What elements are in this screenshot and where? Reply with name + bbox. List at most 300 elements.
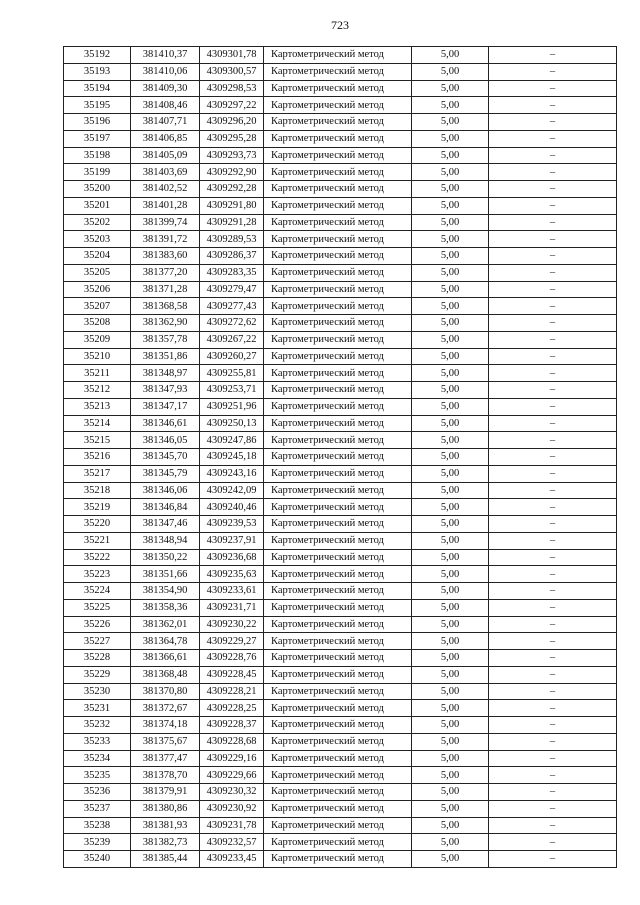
y-coordinate-cell: 4309247,86	[200, 432, 264, 449]
point-number-cell: 35193	[64, 63, 131, 80]
x-coordinate-cell: 381345,70	[131, 449, 200, 466]
x-coordinate-cell: 381364,78	[131, 633, 200, 650]
accuracy-cell: 5,00	[412, 633, 489, 650]
y-coordinate-cell: 4309230,32	[200, 784, 264, 801]
method-cell: Картометрический метод	[264, 650, 412, 667]
method-cell: Картометрический метод	[264, 114, 412, 131]
method-cell: Картометрический метод	[264, 147, 412, 164]
accuracy-cell: 5,00	[412, 47, 489, 64]
point-number-cell: 35233	[64, 733, 131, 750]
point-number-cell: 35203	[64, 231, 131, 248]
y-coordinate-cell: 4309232,57	[200, 834, 264, 851]
table-row	[64, 398, 617, 415]
x-coordinate-cell: 381374,18	[131, 717, 200, 734]
table-row	[64, 432, 617, 449]
description-cell: –	[489, 750, 617, 767]
y-coordinate-cell: 4309237,91	[200, 532, 264, 549]
accuracy-cell: 5,00	[412, 197, 489, 214]
description-cell: –	[489, 566, 617, 583]
y-coordinate-cell: 4309260,27	[200, 348, 264, 365]
description-cell: –	[489, 583, 617, 600]
x-coordinate-cell: 381403,69	[131, 164, 200, 181]
x-coordinate-cell: 381377,20	[131, 264, 200, 281]
x-coordinate-cell: 381406,85	[131, 130, 200, 147]
table-row	[64, 281, 617, 298]
point-number-cell: 35219	[64, 499, 131, 516]
method-cell: Картометрический метод	[264, 532, 412, 549]
y-coordinate-cell: 4309289,53	[200, 231, 264, 248]
method-cell: Картометрический метод	[264, 348, 412, 365]
point-number-cell: 35206	[64, 281, 131, 298]
method-cell: Картометрический метод	[264, 449, 412, 466]
method-cell: Картометрический метод	[264, 700, 412, 717]
table-row	[64, 214, 617, 231]
y-coordinate-cell: 4309279,47	[200, 281, 264, 298]
accuracy-cell: 5,00	[412, 733, 489, 750]
accuracy-cell: 5,00	[412, 147, 489, 164]
x-coordinate-cell: 381347,93	[131, 382, 200, 399]
y-coordinate-cell: 4309292,90	[200, 164, 264, 181]
x-coordinate-cell: 381366,61	[131, 650, 200, 667]
x-coordinate-cell: 381370,80	[131, 683, 200, 700]
method-cell: Картометрический метод	[264, 566, 412, 583]
table-row	[64, 181, 617, 198]
point-number-cell: 35235	[64, 767, 131, 784]
table-row	[64, 114, 617, 131]
x-coordinate-cell: 381362,01	[131, 616, 200, 633]
x-coordinate-cell: 381381,93	[131, 817, 200, 834]
table-row	[64, 449, 617, 466]
point-number-cell: 35195	[64, 97, 131, 114]
accuracy-cell: 5,00	[412, 566, 489, 583]
y-coordinate-cell: 4309242,09	[200, 482, 264, 499]
point-number-cell: 35208	[64, 315, 131, 332]
method-cell: Картометрический метод	[264, 482, 412, 499]
table-row	[64, 633, 617, 650]
x-coordinate-cell: 381371,28	[131, 281, 200, 298]
x-coordinate-cell: 381368,58	[131, 298, 200, 315]
y-coordinate-cell: 4309297,22	[200, 97, 264, 114]
description-cell: –	[489, 298, 617, 315]
point-number-cell: 35201	[64, 197, 131, 214]
x-coordinate-cell: 381348,97	[131, 365, 200, 382]
y-coordinate-cell: 4309230,92	[200, 800, 264, 817]
description-cell: –	[489, 80, 617, 97]
point-number-cell: 35192	[64, 47, 131, 64]
accuracy-cell: 5,00	[412, 382, 489, 399]
point-number-cell: 35225	[64, 599, 131, 616]
point-number-cell: 35221	[64, 532, 131, 549]
point-number-cell: 35196	[64, 114, 131, 131]
description-cell: –	[489, 248, 617, 265]
method-cell: Картометрический метод	[264, 516, 412, 533]
table-row	[64, 465, 617, 482]
x-coordinate-cell: 381399,74	[131, 214, 200, 231]
description-cell: –	[489, 767, 617, 784]
y-coordinate-cell: 4309231,78	[200, 817, 264, 834]
table-row	[64, 331, 617, 348]
accuracy-cell: 5,00	[412, 281, 489, 298]
point-number-cell: 35229	[64, 666, 131, 683]
table-row	[64, 767, 617, 784]
table-row	[64, 382, 617, 399]
y-coordinate-cell: 4309228,21	[200, 683, 264, 700]
accuracy-cell: 5,00	[412, 817, 489, 834]
accuracy-cell: 5,00	[412, 851, 489, 868]
accuracy-cell: 5,00	[412, 549, 489, 566]
description-cell: –	[489, 482, 617, 499]
x-coordinate-cell: 381346,06	[131, 482, 200, 499]
x-coordinate-cell: 381385,44	[131, 851, 200, 868]
accuracy-cell: 5,00	[412, 683, 489, 700]
table-row	[64, 566, 617, 583]
point-number-cell: 35205	[64, 264, 131, 281]
x-coordinate-cell: 381379,91	[131, 784, 200, 801]
method-cell: Картометрический метод	[264, 432, 412, 449]
accuracy-cell: 5,00	[412, 63, 489, 80]
x-coordinate-cell: 381357,78	[131, 331, 200, 348]
x-coordinate-cell: 381383,60	[131, 248, 200, 265]
method-cell: Картометрический метод	[264, 851, 412, 868]
x-coordinate-cell: 381345,79	[131, 465, 200, 482]
method-cell: Картометрический метод	[264, 499, 412, 516]
accuracy-cell: 5,00	[412, 834, 489, 851]
method-cell: Картометрический метод	[264, 47, 412, 64]
description-cell: –	[489, 181, 617, 198]
description-cell: –	[489, 532, 617, 549]
method-cell: Картометрический метод	[264, 331, 412, 348]
accuracy-cell: 5,00	[412, 365, 489, 382]
point-number-cell: 35239	[64, 834, 131, 851]
y-coordinate-cell: 4309228,45	[200, 666, 264, 683]
method-cell: Картометрический метод	[264, 298, 412, 315]
point-number-cell: 35230	[64, 683, 131, 700]
method-cell: Картометрический метод	[264, 784, 412, 801]
description-cell: –	[489, 197, 617, 214]
description-cell: –	[489, 382, 617, 399]
accuracy-cell: 5,00	[412, 449, 489, 466]
x-coordinate-cell: 381375,67	[131, 733, 200, 750]
y-coordinate-cell: 4309243,16	[200, 465, 264, 482]
description-cell: –	[489, 130, 617, 147]
method-cell: Картометрический метод	[264, 415, 412, 432]
description-cell: –	[489, 432, 617, 449]
description-cell: –	[489, 97, 617, 114]
table-row	[64, 717, 617, 734]
table-row	[64, 130, 617, 147]
y-coordinate-cell: 4309255,81	[200, 365, 264, 382]
point-number-cell: 35217	[64, 465, 131, 482]
method-cell: Картометрический метод	[264, 750, 412, 767]
y-coordinate-cell: 4309228,37	[200, 717, 264, 734]
table-row	[64, 516, 617, 533]
table-row	[64, 599, 617, 616]
point-number-cell: 35216	[64, 449, 131, 466]
point-number-cell: 35213	[64, 398, 131, 415]
table-row	[64, 616, 617, 633]
page-number: 723	[331, 18, 349, 32]
table-row	[64, 47, 617, 64]
table-row	[64, 834, 617, 851]
method-cell: Картометрический метод	[264, 683, 412, 700]
y-coordinate-cell: 4309250,13	[200, 415, 264, 432]
table-row	[64, 700, 617, 717]
description-cell: –	[489, 331, 617, 348]
x-coordinate-cell: 381401,28	[131, 197, 200, 214]
x-coordinate-cell: 381351,66	[131, 566, 200, 583]
table-row	[64, 231, 617, 248]
x-coordinate-cell: 381382,73	[131, 834, 200, 851]
y-coordinate-cell: 4309245,18	[200, 449, 264, 466]
table-row	[64, 264, 617, 281]
point-number-cell: 35207	[64, 298, 131, 315]
y-coordinate-cell: 4309236,68	[200, 549, 264, 566]
accuracy-cell: 5,00	[412, 499, 489, 516]
table-row	[64, 315, 617, 332]
table-row	[64, 800, 617, 817]
method-cell: Картометрический метод	[264, 97, 412, 114]
method-cell: Картометрический метод	[264, 817, 412, 834]
table-row	[64, 683, 617, 700]
method-cell: Картометрический метод	[264, 465, 412, 482]
description-cell: –	[489, 164, 617, 181]
accuracy-cell: 5,00	[412, 130, 489, 147]
method-cell: Картометрический метод	[264, 164, 412, 181]
point-number-cell: 35212	[64, 382, 131, 399]
point-number-cell: 35222	[64, 549, 131, 566]
method-cell: Картометрический метод	[264, 130, 412, 147]
method-cell: Картометрический метод	[264, 382, 412, 399]
description-cell: –	[489, 499, 617, 516]
method-cell: Картометрический метод	[264, 549, 412, 566]
description-cell: –	[489, 264, 617, 281]
method-cell: Картометрический метод	[264, 214, 412, 231]
point-number-cell: 35227	[64, 633, 131, 650]
description-cell: –	[489, 315, 617, 332]
accuracy-cell: 5,00	[412, 800, 489, 817]
description-cell: –	[489, 415, 617, 432]
x-coordinate-cell: 381380,86	[131, 800, 200, 817]
method-cell: Картометрический метод	[264, 800, 412, 817]
point-number-cell: 35237	[64, 800, 131, 817]
description-cell: –	[489, 281, 617, 298]
accuracy-cell: 5,00	[412, 516, 489, 533]
accuracy-cell: 5,00	[412, 599, 489, 616]
accuracy-cell: 5,00	[412, 248, 489, 265]
description-cell: –	[489, 549, 617, 566]
table-row	[64, 63, 617, 80]
point-number-cell: 35194	[64, 80, 131, 97]
y-coordinate-cell: 4309253,71	[200, 382, 264, 399]
point-number-cell: 35238	[64, 817, 131, 834]
y-coordinate-cell: 4309229,66	[200, 767, 264, 784]
method-cell: Картометрический метод	[264, 248, 412, 265]
x-coordinate-cell: 381351,86	[131, 348, 200, 365]
description-cell: –	[489, 516, 617, 533]
accuracy-cell: 5,00	[412, 214, 489, 231]
accuracy-cell: 5,00	[412, 616, 489, 633]
description-cell: –	[489, 348, 617, 365]
y-coordinate-cell: 4309239,53	[200, 516, 264, 533]
y-coordinate-cell: 4309298,53	[200, 80, 264, 97]
x-coordinate-cell: 381378,70	[131, 767, 200, 784]
table-row	[64, 650, 617, 667]
y-coordinate-cell: 4309231,71	[200, 599, 264, 616]
accuracy-cell: 5,00	[412, 231, 489, 248]
accuracy-cell: 5,00	[412, 465, 489, 482]
point-number-cell: 35236	[64, 784, 131, 801]
table-row	[64, 784, 617, 801]
accuracy-cell: 5,00	[412, 583, 489, 600]
method-cell: Картометрический метод	[264, 633, 412, 650]
y-coordinate-cell: 4309240,46	[200, 499, 264, 516]
description-cell: –	[489, 147, 617, 164]
y-coordinate-cell: 4309228,25	[200, 700, 264, 717]
description-cell: –	[489, 616, 617, 633]
x-coordinate-cell: 381410,06	[131, 63, 200, 80]
description-cell: –	[489, 733, 617, 750]
method-cell: Картометрический метод	[264, 398, 412, 415]
table-body	[64, 47, 617, 868]
method-cell: Картометрический метод	[264, 231, 412, 248]
accuracy-cell: 5,00	[412, 97, 489, 114]
table-row	[64, 298, 617, 315]
x-coordinate-cell: 381358,36	[131, 599, 200, 616]
x-coordinate-cell: 381346,84	[131, 499, 200, 516]
x-coordinate-cell: 381347,46	[131, 516, 200, 533]
y-coordinate-cell: 4309295,28	[200, 130, 264, 147]
method-cell: Картометрический метод	[264, 365, 412, 382]
y-coordinate-cell: 4309229,16	[200, 750, 264, 767]
method-cell: Картометрический метод	[264, 666, 412, 683]
method-cell: Картометрический метод	[264, 583, 412, 600]
method-cell: Картометрический метод	[264, 264, 412, 281]
description-cell: –	[489, 231, 617, 248]
description-cell: –	[489, 63, 617, 80]
y-coordinate-cell: 4309228,76	[200, 650, 264, 667]
y-coordinate-cell: 4309291,80	[200, 197, 264, 214]
accuracy-cell: 5,00	[412, 432, 489, 449]
y-coordinate-cell: 4309251,96	[200, 398, 264, 415]
method-cell: Картометрический метод	[264, 197, 412, 214]
y-coordinate-cell: 4309292,28	[200, 181, 264, 198]
accuracy-cell: 5,00	[412, 784, 489, 801]
description-cell: –	[489, 398, 617, 415]
method-cell: Картометрический метод	[264, 616, 412, 633]
accuracy-cell: 5,00	[412, 348, 489, 365]
description-cell: –	[489, 650, 617, 667]
description-cell: –	[489, 47, 617, 64]
accuracy-cell: 5,00	[412, 666, 489, 683]
point-number-cell: 35199	[64, 164, 131, 181]
y-coordinate-cell: 4309300,57	[200, 63, 264, 80]
y-coordinate-cell: 4309272,62	[200, 315, 264, 332]
table-row	[64, 97, 617, 114]
table-row	[64, 666, 617, 683]
method-cell: Картометрический метод	[264, 181, 412, 198]
accuracy-cell: 5,00	[412, 315, 489, 332]
y-coordinate-cell: 4309229,27	[200, 633, 264, 650]
accuracy-cell: 5,00	[412, 532, 489, 549]
point-number-cell: 35240	[64, 851, 131, 868]
method-cell: Картометрический метод	[264, 834, 412, 851]
y-coordinate-cell: 4309230,22	[200, 616, 264, 633]
x-coordinate-cell: 381409,30	[131, 80, 200, 97]
description-cell: –	[489, 365, 617, 382]
table-row	[64, 583, 617, 600]
point-number-cell: 35231	[64, 700, 131, 717]
point-number-cell: 35226	[64, 616, 131, 633]
description-cell: –	[489, 114, 617, 131]
description-cell: –	[489, 666, 617, 683]
point-number-cell: 35223	[64, 566, 131, 583]
y-coordinate-cell: 4309233,45	[200, 851, 264, 868]
accuracy-cell: 5,00	[412, 750, 489, 767]
y-coordinate-cell: 4309293,73	[200, 147, 264, 164]
table-row	[64, 248, 617, 265]
method-cell: Картометрический метод	[264, 733, 412, 750]
point-number-cell: 35224	[64, 583, 131, 600]
point-number-cell: 35218	[64, 482, 131, 499]
table-row	[64, 80, 617, 97]
point-number-cell: 35202	[64, 214, 131, 231]
y-coordinate-cell: 4309291,28	[200, 214, 264, 231]
table-row	[64, 851, 617, 868]
table-row	[64, 733, 617, 750]
point-number-cell: 35234	[64, 750, 131, 767]
table-row	[64, 817, 617, 834]
accuracy-cell: 5,00	[412, 331, 489, 348]
description-cell: –	[489, 633, 617, 650]
description-cell: –	[489, 449, 617, 466]
x-coordinate-cell: 381377,47	[131, 750, 200, 767]
method-cell: Картометрический метод	[264, 281, 412, 298]
point-number-cell: 35211	[64, 365, 131, 382]
x-coordinate-cell: 381408,46	[131, 97, 200, 114]
description-cell: –	[489, 683, 617, 700]
x-coordinate-cell: 381368,48	[131, 666, 200, 683]
method-cell: Картометрический метод	[264, 599, 412, 616]
description-cell: –	[489, 465, 617, 482]
x-coordinate-cell: 381354,90	[131, 583, 200, 600]
point-number-cell: 35209	[64, 331, 131, 348]
table-row	[64, 164, 617, 181]
accuracy-cell: 5,00	[412, 80, 489, 97]
point-number-cell: 35200	[64, 181, 131, 198]
table-row	[64, 499, 617, 516]
accuracy-cell: 5,00	[412, 717, 489, 734]
method-cell: Картометрический метод	[264, 315, 412, 332]
point-number-cell: 35232	[64, 717, 131, 734]
description-cell: –	[489, 599, 617, 616]
x-coordinate-cell: 381350,22	[131, 549, 200, 566]
table-row	[64, 532, 617, 549]
x-coordinate-cell: 381391,72	[131, 231, 200, 248]
point-number-cell: 35210	[64, 348, 131, 365]
point-number-cell: 35215	[64, 432, 131, 449]
table-row	[64, 750, 617, 767]
accuracy-cell: 5,00	[412, 114, 489, 131]
table-row	[64, 482, 617, 499]
x-coordinate-cell: 381348,94	[131, 532, 200, 549]
method-cell: Картометрический метод	[264, 63, 412, 80]
table-row	[64, 197, 617, 214]
x-coordinate-cell: 381346,61	[131, 415, 200, 432]
table-row	[64, 147, 617, 164]
y-coordinate-cell: 4309267,22	[200, 331, 264, 348]
description-cell: –	[489, 851, 617, 868]
method-cell: Картометрический метод	[264, 80, 412, 97]
